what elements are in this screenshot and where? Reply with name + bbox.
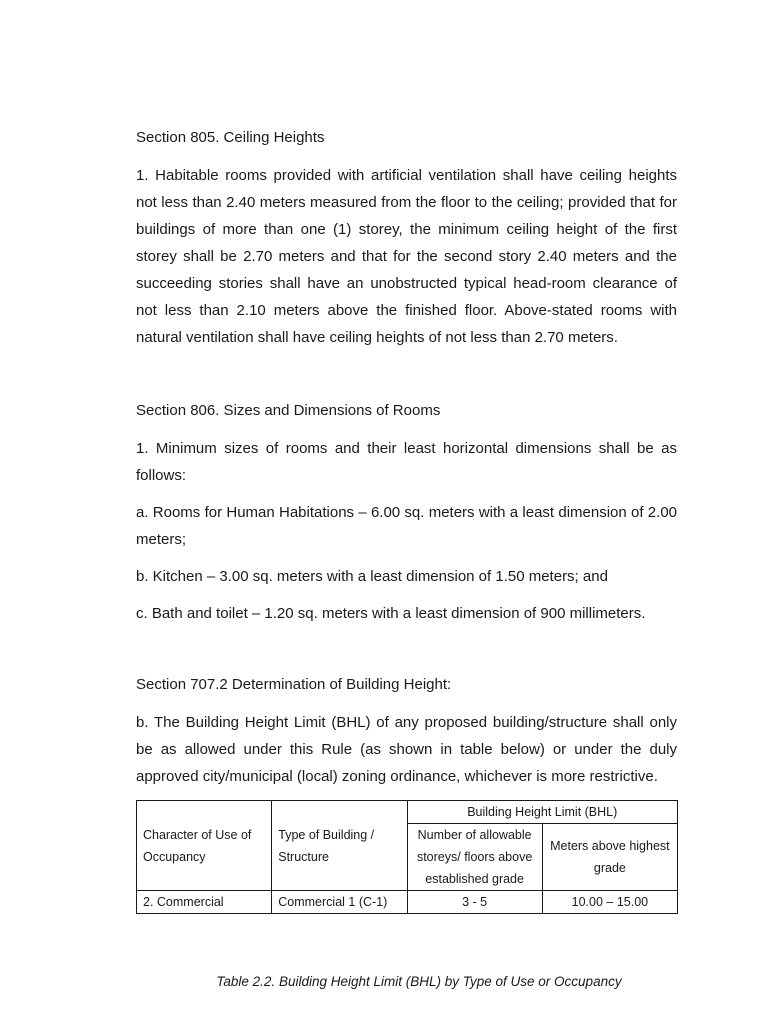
header-meters-above-grade: Meters above highest grade bbox=[542, 824, 677, 891]
header-character-of-use: Character of Use of Occupancy bbox=[137, 801, 272, 891]
section-707-paragraph-b: b. The Building Height Limit (BHL) of any proposed building/structure shall only be as allowed under this Rule (as shown in table below) or under the duly approved city/municipal (local) zoning ordinance, whichever is more restrictive. bbox=[136, 714, 677, 785]
cell-type: Commercial 1 (C-1) bbox=[272, 891, 407, 914]
cell-storeys: 3 - 5 bbox=[407, 891, 542, 914]
table-row bbox=[137, 891, 678, 914]
section-806-item-a: a. Rooms for Human Habitations – 6.00 sq. meters with a least dimension of 2.00 meters; bbox=[136, 504, 677, 548]
document-body bbox=[136, 126, 677, 914]
spacer bbox=[136, 637, 677, 673]
header-building-height-limit: Building Height Limit (BHL) bbox=[407, 801, 678, 824]
cell-meters: 10.00 – 15.00 bbox=[542, 891, 677, 914]
section-806-paragraph: 1. Minimum sizes of rooms and their least horizontal dimensions shall be as follows: bbox=[136, 440, 677, 484]
building-height-limit-table bbox=[136, 800, 678, 914]
section-806-item-b: b. Kitchen – 3.00 sq. meters with a least dimension of 1.50 meters; and bbox=[136, 568, 608, 585]
header-number-of-storeys: Number of allowable storeys/ floors above established grade bbox=[407, 824, 542, 891]
section-805-paragraph: 1. Habitable rooms provided with artificial ventilation shall have ceiling heights not less than 2.40 meters measured from the floor to the ceiling; provided that for buildings of more than one (1) storey, the minimum ceiling height of the first storey shall be 2.70 meters and that for the second story 2.40 meters and the succeeding stories shall have an unobstructed typical head-room clearance of not less than 2.10 meters above the finished floor. Above-stated rooms with natural ventilation shall have ceiling heights of not less than 2.70 meters. bbox=[136, 167, 677, 346]
spacer bbox=[136, 361, 677, 399]
cell-character: 2. Commercial bbox=[137, 891, 272, 914]
table-header-row-top bbox=[137, 801, 678, 824]
table-caption: Table 2.2. Building Height Limit (BHL) by Type of Use or Occupancy bbox=[216, 974, 622, 989]
section-806-heading: Section 806. Sizes and Dimensions of Rooms bbox=[136, 402, 441, 419]
section-707-heading: Section 707.2 Determination of Building Height: bbox=[136, 676, 452, 693]
section-806-item-c: c. Bath and toilet – 1.20 sq. meters with a least dimension of 900 millimeters. bbox=[136, 605, 646, 622]
header-type-of-building: Type of Building / Structure bbox=[272, 801, 407, 891]
section-805-heading: Section 805. Ceiling Heights bbox=[136, 129, 325, 146]
